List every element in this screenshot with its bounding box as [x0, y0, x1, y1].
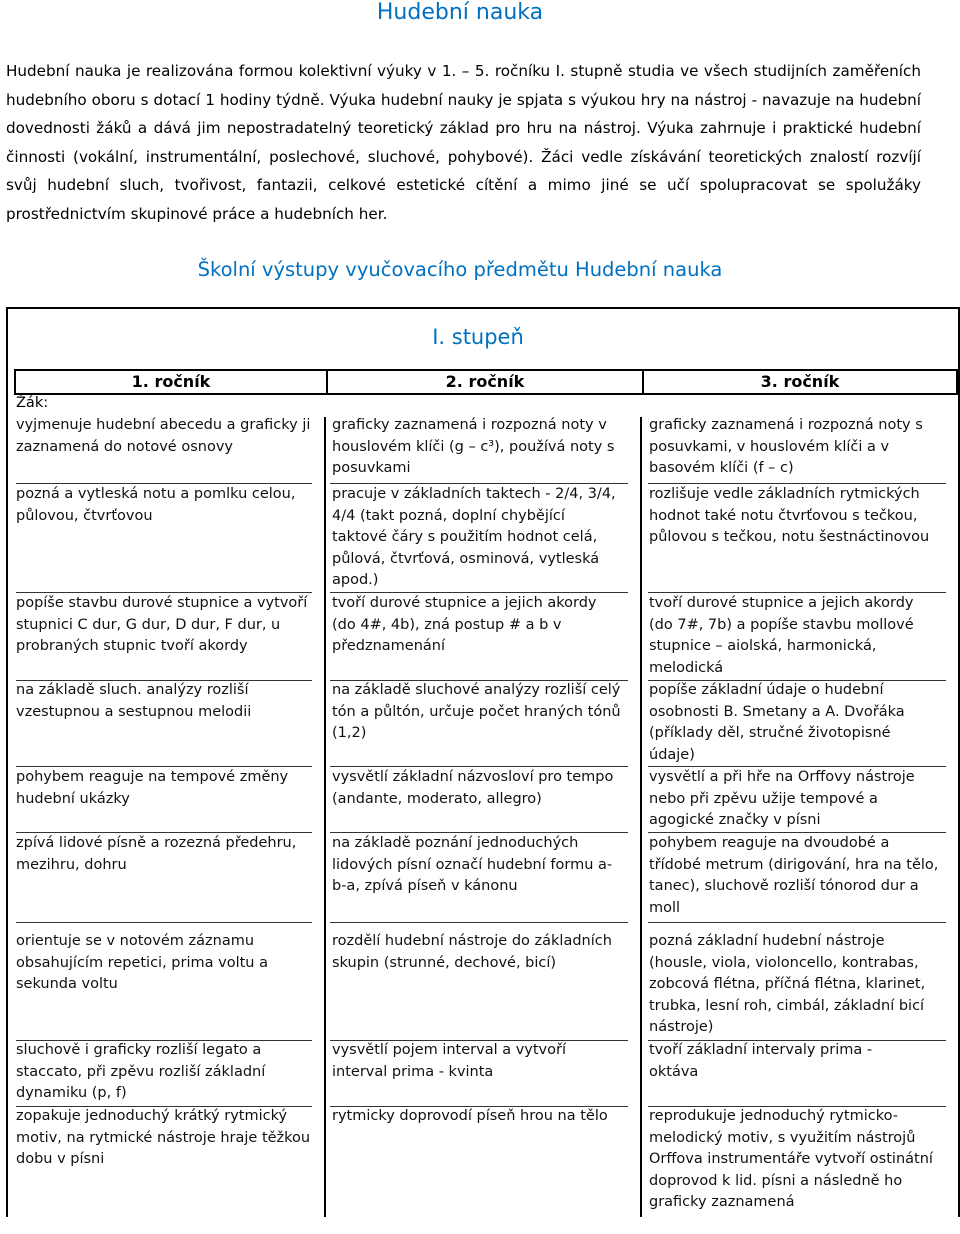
table-cell: popíše stavbu durové stupnice a vytvoří stupnici C dur, G dur, D dur, F dur, u probraných stupnic tvoří akordy [16, 595, 308, 655]
stage-heading: I. stupeň [432, 325, 524, 349]
page-title: Hudební nauka [376, 0, 544, 25]
table-cell: pozná základní hudební nástroje (housle, viola, violoncello, kontrabas, zobcová flétna, příčná flétna, klarinet, trubka, lesní roh, cimbál, základní bicí nástroje) [649, 933, 926, 1036]
intro-paragraph: Hudební nauka je realizována formou kolektivní výuky v 1. – 5. ročníku I. stupně studia ve všech studijních zaměřeních hudebního oboru s dotací 1 hodiny týdně. Výuka hudební nauky je spjata s výukou hry na nástroj - navazuje na hudební dovednosti žáků a dává jim nepostradatelný teoretický základ pro hru na nástroj. Výuka zahrnuje i praktické hudební činnosti (vokální, instrumentální, poslechové, sluchové, pohybové). Žáci vedle získávání teoretických znalostí rozvíjí svůj hudební sluch, tvořivost, fantazii, celkové estetické cítění a mimo jiné se učí spolupracovat se spolužáky prostřednictvím skupinové práce a hudebních her. [6, 62, 921, 223]
table-cell: vysvětlí pojem interval a vytvoří interval prima - kvinta [332, 1042, 567, 1080]
table-cell: pohybem reaguje na dvoudobé a třídobé metrum (dirigování, hra na tělo, tanec), sluchově rozliší tónorod dur a moll [649, 835, 939, 916]
table-cell: tvoří základní intervaly prima - oktáva [649, 1042, 873, 1080]
table-cell: tvoří durové stupnice a jejich akordy (do 4#, 4b), zná postup # a b v předznamenání [332, 595, 597, 655]
pupil-label: Žák: [16, 395, 49, 411]
table-cell: rozlišuje vedle základních rytmických hodnot také notu čtvrťovou s tečkou, půlovou s tečkou, notu šestnáctinovou [649, 486, 930, 546]
table-cell: na základě sluch. analýzy rozliší vzestupnou a sestupnou melodii [16, 682, 252, 720]
table-cell: na základě sluchové analýzy rozliší celý tón a půltón, určuje počet hraných tónů (1,2) [332, 682, 621, 742]
table-cell: popíše základní údaje o hudební osobnosti B. Smetany a A. Dvořáka (příklady děl, stručné životopisné údaje) [649, 682, 905, 763]
table-cell: reprodukuje jednoduchý rytmicko-melodický motiv, s využitím nástrojů Orffova instrumentáře vytvoří ostinátní doprovod k lid. písni a následně ho graficky zaznamená [649, 1108, 933, 1211]
row-divider [16, 922, 312, 923]
table-cell: pozná a vytleská notu a pomlku celou, půlovou, čtvrťovou [16, 486, 296, 524]
column-header-grade-1: 1. ročník [14, 369, 328, 395]
section-subtitle: Školní výstupy vyučovacího předmětu Hudební nauka [197, 258, 723, 281]
table-cell: pracuje v základních taktech - 2/4, 3/4, 4/4 (takt pozná, doplní chybějící taktové čáry s použitím hodnot celá, půlová, čtvrťová, osminová, vytleská apod.) [332, 486, 616, 589]
table-cell: na základě poznání jednoduchých lidových písní označí hudební formu a-b-a, zpívá píseň v kánonu [332, 835, 613, 895]
column-header-grade-2: 2. ročník [326, 369, 644, 395]
table-cell: pohybem reaguje na tempové změny hudební ukázky [16, 769, 289, 807]
table-cell: vysvětlí základní názvosloví pro tempo (andante, moderato, allegro) [332, 769, 614, 807]
table-cell: tvoří durové stupnice a jejich akordy (do 7#, 7b) a popíše stavbu mollové stupnice – aiolská, harmonická, melodická [649, 595, 914, 676]
row-divider [330, 922, 628, 923]
table-cell: graficky zaznamená i rozpozná noty v houslovém klíči (g – c³), používá noty s posuvkami [332, 417, 615, 477]
table-cell: orientuje se v notovém záznamu obsahujícím repetici, prima voltu a sekunda voltu [16, 933, 268, 993]
table-cell: vyjmenuje hudební abecedu a graficky ji zaznamená do notové osnovy [16, 417, 311, 455]
row-divider [648, 922, 946, 923]
column-divider [324, 417, 326, 1217]
outcomes-table [6, 307, 960, 1217]
table-cell: zpívá lidové písně a rozezná předehru, mezihru, dohru [16, 835, 297, 873]
table-cell: vysvětlí a při hře na Orffovy nástroje nebo při zpěvu užije tempové a agogické značky v písni [649, 769, 915, 829]
table-cell: sluchově i graficky rozliší legato a staccato, při zpěvu rozliší základní dynamiku (p, f) [16, 1042, 266, 1102]
column-header-grade-3: 3. ročník [642, 369, 958, 395]
column-divider [640, 417, 642, 1217]
table-cell: rytmicky doprovodí píseň hrou na tělo [332, 1108, 608, 1124]
table-cell: graficky zaznamená i rozpozná noty s posuvkami, v houslovém klíči a v basovém klíči (f – c) [649, 417, 923, 477]
table-cell: zopakuje jednoduchý krátký rytmický motiv, na rytmické nástroje hraje těžkou dobu v písni [16, 1108, 311, 1168]
table-cell: rozdělí hudební nástroje do základních skupin (strunné, dechové, bicí) [332, 933, 612, 971]
